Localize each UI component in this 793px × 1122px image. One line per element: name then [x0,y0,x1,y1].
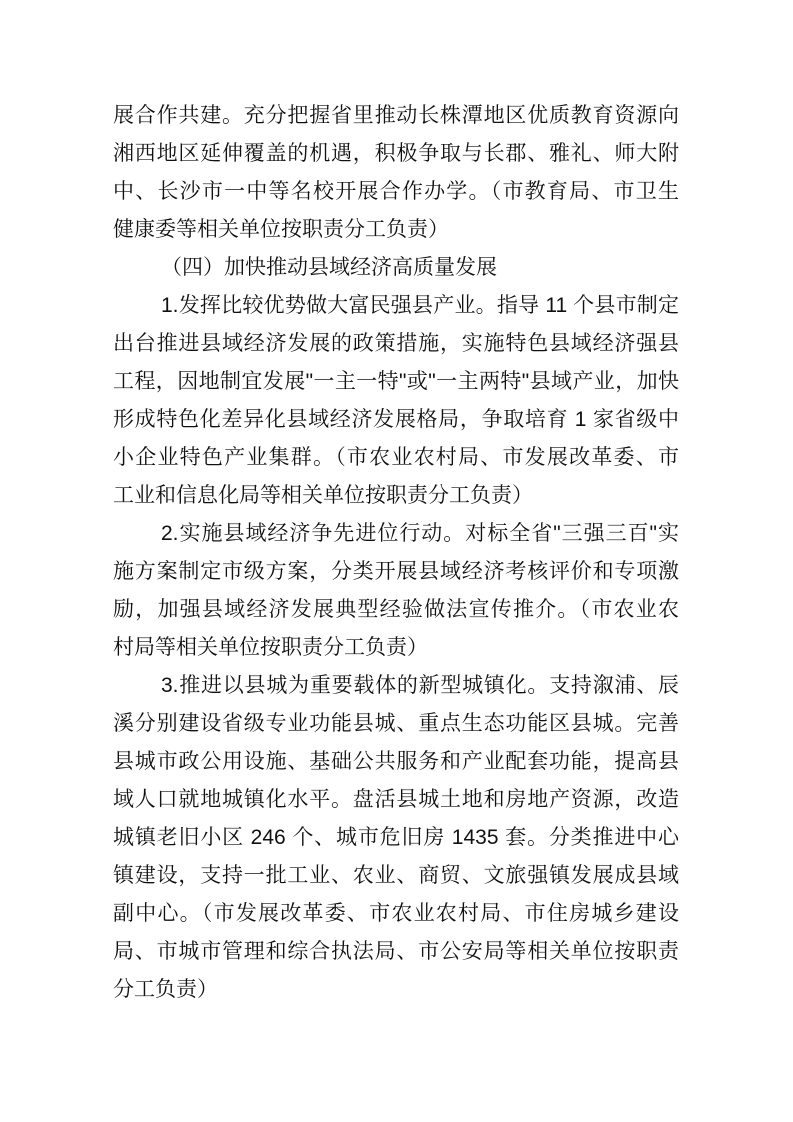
text-line: （四）加快推动县域经济高质量发展 [161,256,497,279]
paragraph-continuation [113,97,679,249]
paragraph-item-1 [113,287,679,515]
text-line: 中、长沙市一中等名校开展合作办学。（市教育局、市卫生 [113,180,679,203]
text-line: 副中心。（市发展改革委、市农业农村局、市住房城乡建设 [113,902,679,925]
text-line: 分工负责） [113,978,218,1001]
text-line: 镇建设，支持一批工业、农业、商贸、文旅强镇发展成县域 [113,864,679,887]
text-line: 湘西地区延伸覆盖的机遇，积极争取与长郡、雅礼、师大附 [113,142,679,165]
paragraph-item-3 [113,667,679,1009]
text-line: 出台推进县域经济发展的政策措施，实施特色县域经济强县 [113,332,679,355]
text-content [113,97,679,1009]
text-line: 城镇老旧小区 246 个、城市危旧房 1435 套。分类推进中心 [113,826,679,849]
paragraph-item-2 [113,515,679,667]
text-line: 局、市城市管理和综合执法局、市公安局等相关单位按职责 [113,940,679,963]
text-line: 工程，因地制宜发展"一主一特"或"一主两特"县域产业，加快 [113,370,679,393]
text-line: 2.实施县域经济争先进位行动。对标全省"三强三百"实 [161,522,679,545]
text-line: 县城市政公用设施、基础公共服务和产业配套功能，提高县 [113,750,679,773]
text-line: 工业和信息化局等相关单位按职责分工负责） [113,484,533,507]
text-line: 域人口就地城镇化水平。盘活县城土地和房地产资源，改造 [113,788,679,811]
text-line: 展合作共建。充分把握省里推动长株潭地区优质教育资源向 [113,104,679,127]
text-line: 村局等相关单位按职责分工负责） [113,636,428,659]
text-line: 施方案制定市级方案，分类开展县域经济考核评价和专项激 [113,560,679,583]
text-line: 溪分别建设省级专业功能县城、重点生态功能区县城。完善 [113,712,679,735]
text-line: 1.发挥比较优势做大富民强县产业。指导 11 个县市制定 [161,294,679,317]
text-line: 3.推进以县城为重要载体的新型城镇化。支持溆浦、辰 [161,674,679,697]
text-line: 小企业特色产业集群。（市农业农村局、市发展改革委、市 [113,446,679,469]
text-line: 励，加强县域经济发展典型经验做法宣传推介。（市农业农 [113,598,679,621]
section-heading [113,249,679,287]
text-line: 健康委等相关单位按职责分工负责） [113,218,449,241]
text-line: 形成特色化差异化县域经济发展格局，争取培育 1 家省级中 [113,408,679,431]
